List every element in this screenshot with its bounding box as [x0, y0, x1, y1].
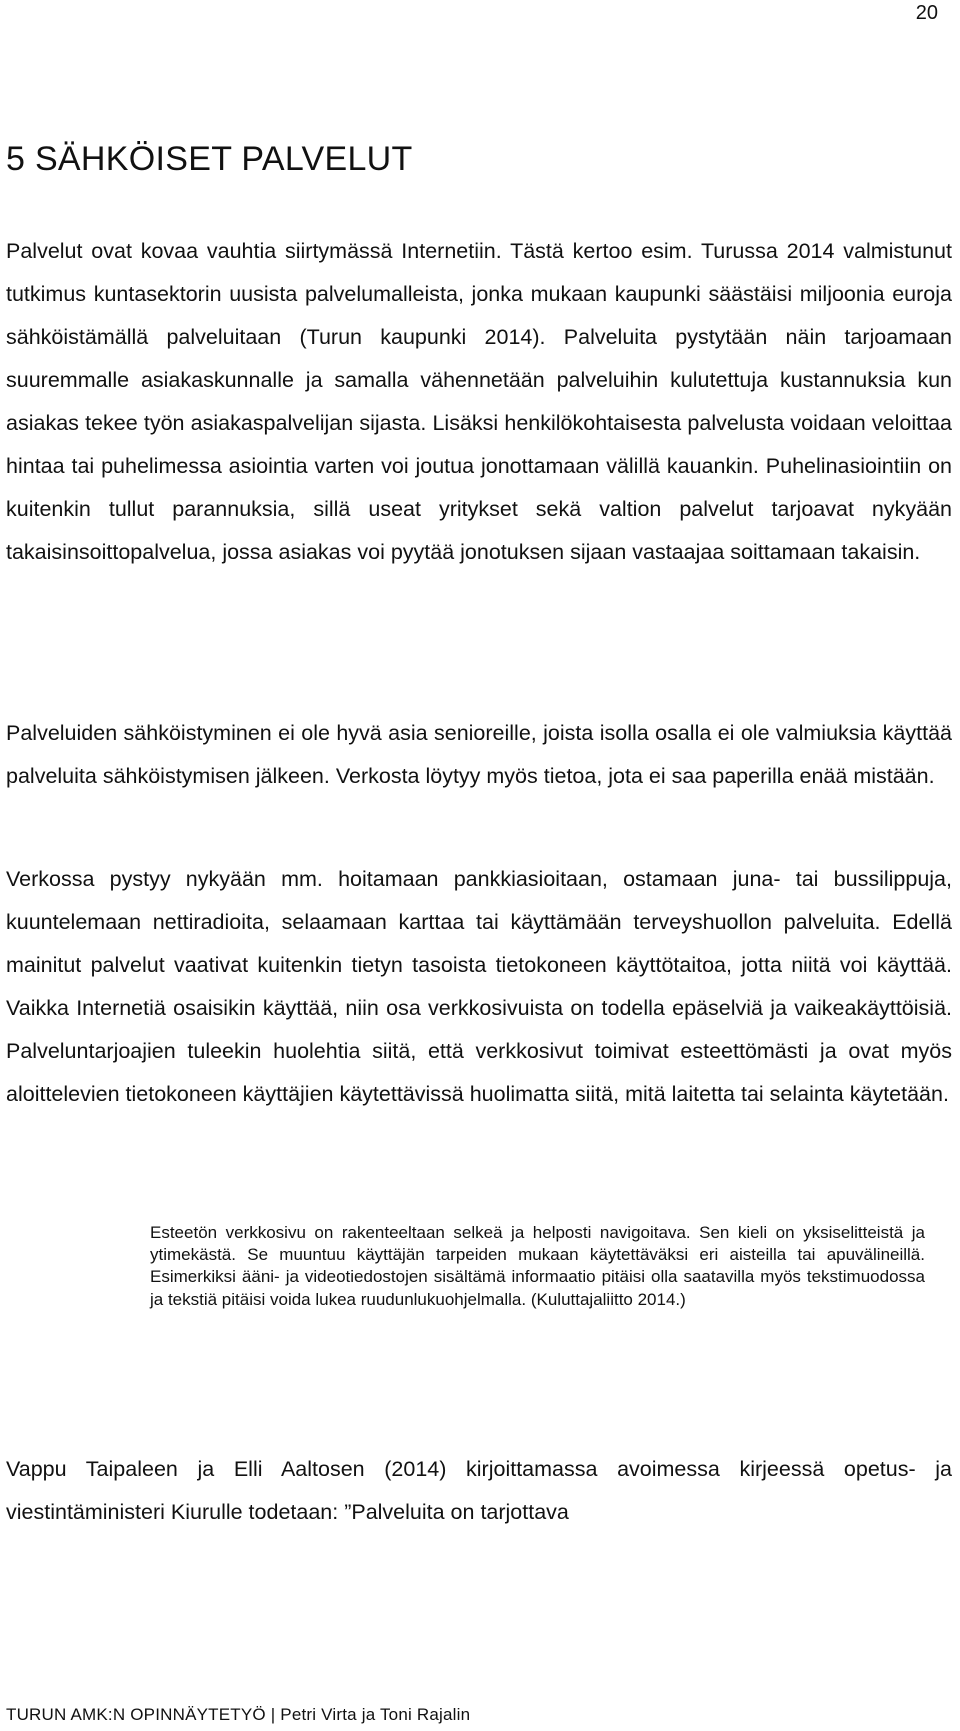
- body-paragraph: Palvelut ovat kovaa vauhtia siirtymässä Internetiin. Tästä kertoo esim. Turussa 2014 valmistunut tutkimus kuntasektorin uusista palvelumalleista, jonka mukaan kaupunki säästäisi miljoonia euroja sähköistämällä palveluitaan (Turun kaupunki 2014). Palveluita pystytään näin tarjoamaan suuremmalle asiakaskunnalle ja samalla vähennetään palveluihin kulutettuja kustannuksia kun asiakas tekee työn asiakaspalvelijan sijasta. Lisäksi henkilökohtaisesta palvelusta voidaan veloittaa hintaa tai puhelimessa asiointia varten voi joutua jonottamaan välillä kauankin. Puhelinasiointiin on kuitenkin tullut parannuksia, sillä useat yritykset sekä valtion palvelut tarjoavat nykyään takaisinsoittopalvelua, jossa asiakas voi pyytää jonotuksen sijaan vastaajaa soittamaan takaisin.: [6, 239, 952, 564]
- page-number: 20: [915, 2, 938, 24]
- page-footer: TURUN AMK:N OPINNÄYTETYÖ | Petri Virta ja Toni Rajalin: [6, 1705, 471, 1724]
- body-paragraph: Verkossa pystyy nykyään mm. hoitamaan pankkiasioitaan, ostamaan juna- tai bussilippuja, kuuntelemaan nettiradioita, selaamaan karttaa tai käyttämään terveyshuollon palveluita. Edellä mainitut palvelut vaativat kuitenkin tietyn tasoista tietokoneen käyttötaitoa, jotta niitä voi käyttää. Vaikka Internetiä osaisikin käyttää, niin osa verkkosivuista on todella epäselviä ja vaikeakäyttöisiä. Palveluntarjoajien tuleekin huolehtia siitä, että verkkosivut toimivat esteettömästi ja ovat myös aloittelevien tietokoneen käyttäjien käytettävissä huolimatta siitä, mitä laitetta tai selainta käytetään.: [6, 867, 952, 1106]
- body-paragraph: Palveluiden sähköistyminen ei ole hyvä asia senioreille, joista isolla osalla ei ole valmiuksia käyttää palveluita sähköistymisen jälkeen. Verkosta löytyy myös tietoa, jota ei saa paperilla enää mistään.: [6, 721, 952, 788]
- chapter-title: 5 SÄHKÖISET PALVELUT: [6, 140, 413, 178]
- block-quote: Esteetön verkkosivu on rakenteeltaan selkeä ja helposti navigoitava. Sen kieli on yksiselitteistä ja ytimekästä. Se muuntuu käyttäjän tarpeiden mukaan käytettäväksi eri aisteilla tai apuvälineillä. Esimerkiksi ääni- ja videotiedostojen sisältämä informaatio pitäisi olla saatavilla myös tekstimuodossa ja tekstiä pitäisi voida lukea ruudunlukuohjelmalla. (Kuluttajaliitto 2014.): [150, 1223, 925, 1309]
- body-paragraph: Vappu Taipaleen ja Elli Aaltosen (2014) kirjoittamassa avoimessa kirjeessä opetus- ja viestintäministeri Kiurulle todetaan: ”Palveluita on tarjottava: [6, 1457, 952, 1524]
